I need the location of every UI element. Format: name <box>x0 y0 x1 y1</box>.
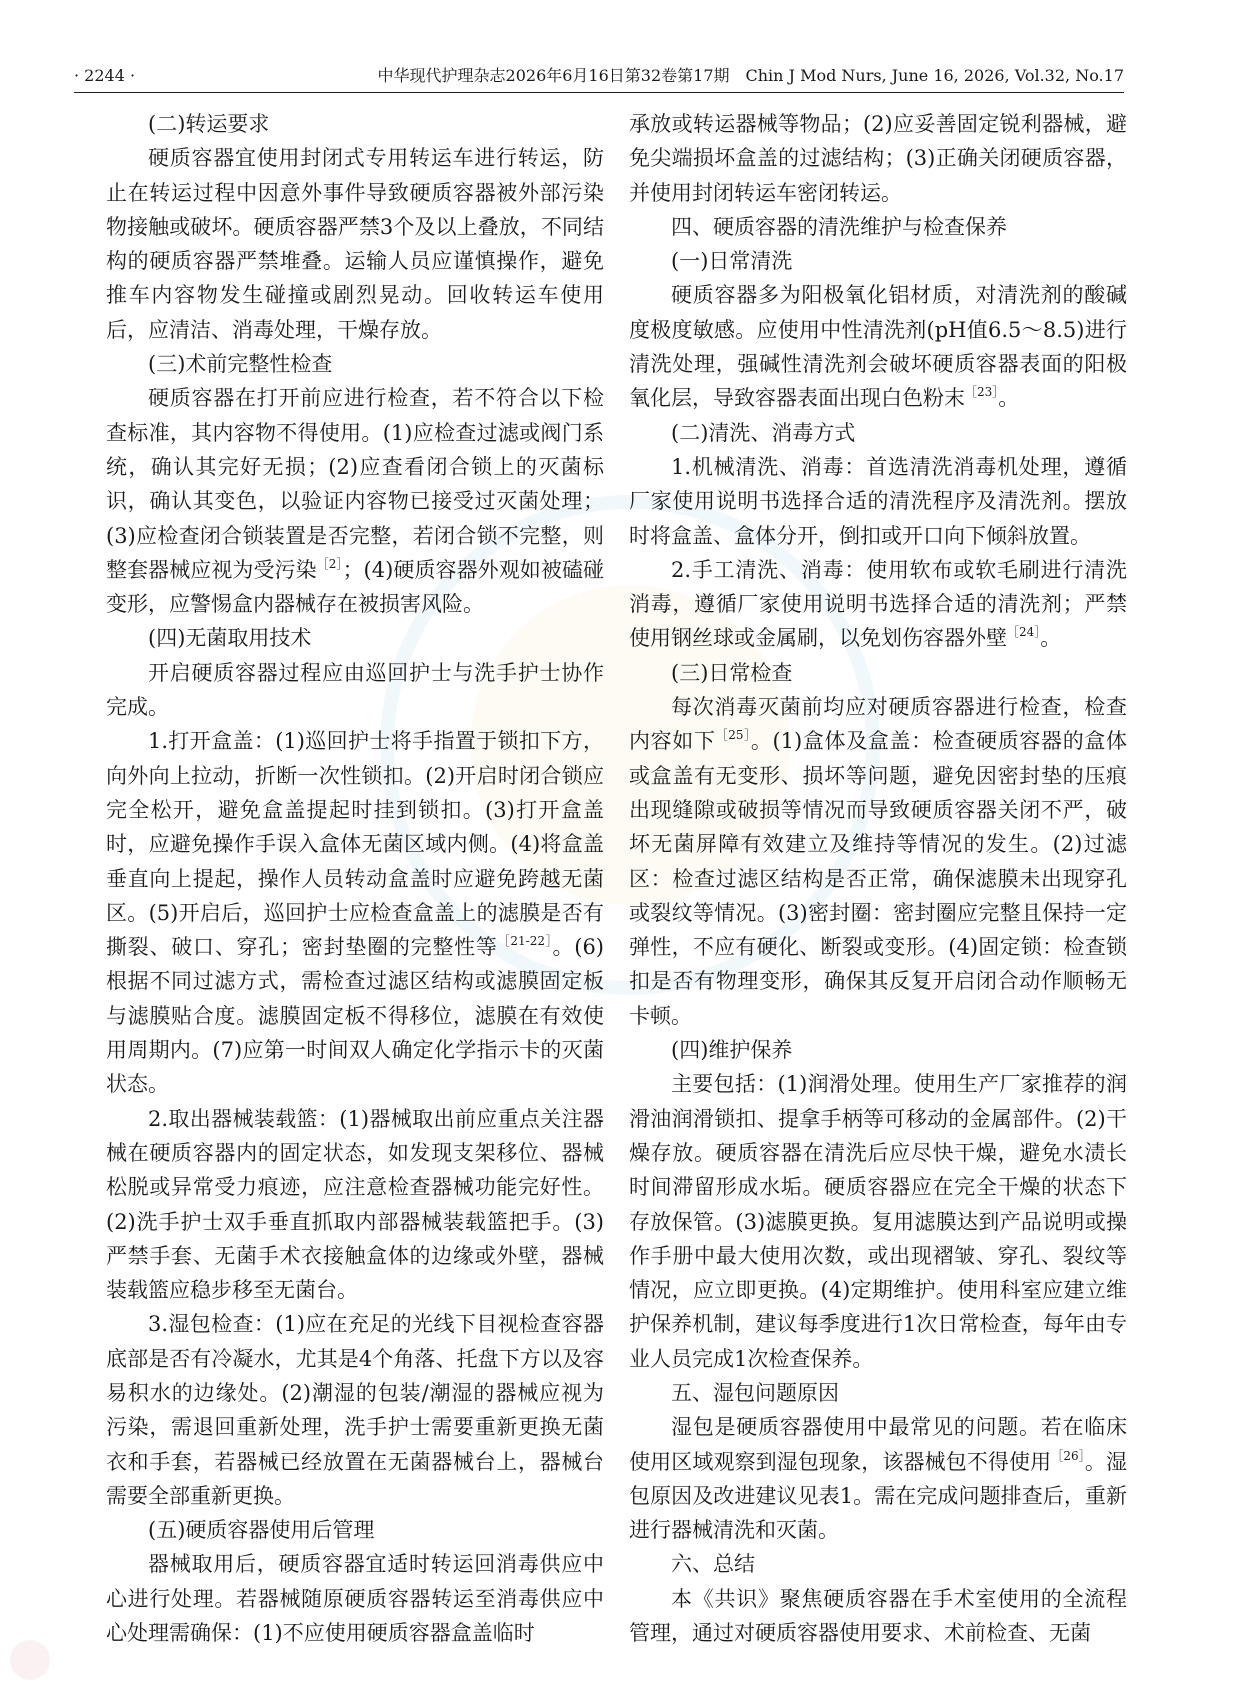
citation-ref: ［21-22］ <box>497 934 553 949</box>
citation-ref: ［24］ <box>1007 625 1041 640</box>
paragraph-text: 器械取用后，硬质容器宜适时转运回消毒供应中心进行处理。若器械随原硬质容器转运至消毒供应中心处理需确保：(1)不应使用硬质容器盒盖临时 <box>106 1552 604 1646</box>
section-heading <box>629 1033 1127 1067</box>
paragraph-text: 1.机械清洗、消毒：首选清洗消毒机处理，遵循厂家使用说明书选择合适的清洗程序及清洗剂。摆放时将盒盖、盒体分开，倒扣或开口向下倾斜放置。 <box>629 454 1127 548</box>
paragraph-text: 六、总结 <box>671 1552 755 1577</box>
paragraph-text: 四、硬质容器的清洗维护与检查保养 <box>671 214 1007 239</box>
paragraph-text: 承放或转运器械等物品；(2)应妥善固定锐利器械，避免尖端损坏盒盖的过滤结构；(3)正确关闭硬质容器，并使用封闭转运车密闭转运。 <box>629 112 1127 205</box>
citation-ref: ［2］ <box>316 556 343 571</box>
paragraph-text-continued: ；(4)硬质容器外观如被磕碰变形，应警惕盒内器械存在被损害风险。 <box>106 557 605 617</box>
citation-ref: ［26］ <box>1051 1448 1085 1463</box>
paragraph-text: 每次消毒灭菌前均应对硬质容器进行检查，检查内容如下 <box>629 695 1127 754</box>
paragraph <box>106 724 604 1101</box>
paragraph-text: 硬质容器多为阳极氧化铝材质，对清洗剂的酸碱度极度敏感。应使用中性清洗剂(pH值6.5～8.5)进行清洗处理，强碱性清洗剂会破坏硬质容器表面的阳极氧化层，导致容器表面出现白色粉末 <box>629 283 1127 411</box>
paragraph-text: (四)维护保养 <box>671 1038 793 1063</box>
paragraph-text: (二)清洗、消毒方式 <box>671 420 856 445</box>
section-heading <box>106 107 604 141</box>
paragraph-text-continued: 。 <box>998 386 1020 411</box>
paragraph-text: 硬质容器宜使用封闭式专用转运车进行转运，防止在转运过程中因意外事件导致硬质容器被外部污染物接触或破坏。硬质容器严禁3个及以上叠放，不同结构的硬质容器严禁堆叠。运输人员应谨慎操作，避免推车内容物发生碰撞或剧烈晃动。回收转运车使用后，应清洁、消毒处理，干燥存放。 <box>106 146 604 342</box>
paragraph-text: 主要包括：(1)润滑处理。使用生产厂家推荐的润滑油润滑锁扣、提拿手柄等可移动的金属部件。(2)干燥存放。硬质容器在清洗后应尽快干燥，避免水渍长时间滞留形成水垢。硬质容器应在完全干燥的状态下存放保管。(3)滤膜更换。复用滤膜达到产品说明或操作手册中最大使用次数，或出现褶皱、穿孔、裂纹等情况，应立即更换。(4)定期维护。使用科室应建立维护保养机制，建议每季度进行1次日常检查，每年由专业人员完成1次检查保养。 <box>629 1072 1127 1371</box>
paragraph <box>629 690 1127 1033</box>
journal-info: 中华现代护理杂志2026年6月16日第32卷第17期 Chin J Mod Nurs, June 16, 2026, Vol.32, No.17 <box>377 66 1124 85</box>
paragraph <box>106 381 604 621</box>
section-heading <box>629 656 1127 690</box>
right-column <box>629 107 1127 1650</box>
paragraph-text: 开启硬质容器过程应由巡回护士与洗手护士协作完成。 <box>106 660 604 720</box>
paragraph-text: (四)无菌取用技术 <box>148 626 312 651</box>
page-number: · 2244 · <box>74 66 136 85</box>
section-heading <box>106 621 604 655</box>
citation-ref: ［25］ <box>715 728 751 743</box>
section-heading <box>629 1547 1127 1581</box>
paragraph-text: 2.取出器械装载篮：(1)器械取出前应重点关注器械在硬质容器内的固定状态，如发现支架移位、器械松脱或异常受力痕迹，应注意检查器械功能完好性。(2)洗手护士双手垂直抓取内部器械装载篮把手。(3)严禁手套、无菌手术衣接触盒体的边缘或外壁，器械装载篮应稳步移至无菌台。 <box>106 1106 604 1303</box>
paragraph-text-continued: 。 <box>1040 626 1062 651</box>
paragraph <box>106 1102 604 1308</box>
paragraph-text-continued: 。(1)盒体及盒盖：检查硬质容器的盒体或盒盖有无变形、损坏等问题，避免因密封垫的压痕出现缝隙或破损等情况而导致硬质容器关闭不严，破坏无菌屏障有效建立及维持等情况的发生。(2)过滤区：检查过滤区结构是否正常，确保滤膜未出现穿孔或裂纹等情况。(3)密封圈：密封圈应完整且保持一定弹性，不应有硬化、断裂或变形。(4)固定锁：检查锁扣是否有物理变形，确保其反复开启闭合动作顺畅无卡顿。 <box>629 729 1128 1028</box>
corner-seal <box>10 1640 50 1680</box>
left-column <box>106 107 604 1650</box>
running-header <box>74 62 1124 93</box>
paragraph <box>629 553 1127 656</box>
paragraph <box>106 1547 604 1650</box>
paragraph-text: 硬质容器在打开前应进行检查，若不符合以下检查标准，其内容物不得使用。(1)应检查过滤或阀门系统，确认其完好无损；(2)应查看闭合锁上的灭菌标识，确认其变色，以验证内容物已接受过灭菌处理；(3)应检查闭合锁装置是否完整，若闭合锁不完整，则整套器械应视为受污染 <box>106 386 604 582</box>
section-heading <box>106 347 604 381</box>
paragraph-text: 本《共识》聚焦硬质容器在手术室使用的全流程管理，通过对硬质容器使用要求、术前检查、无菌 <box>629 1586 1127 1646</box>
paragraph-text-continued: 。(6)根据不同过滤方式，需检查过滤区结构或滤膜固定板与滤膜贴合度。滤膜固定板不得移位，滤膜在有效使用周期内。(7)应第一时间双人确定化学指示卡的灭菌状态。 <box>106 935 605 1097</box>
paragraph <box>629 107 1127 210</box>
paragraph-text: 湿包是硬质容器使用中最常见的问题。若在临床使用区域观察到湿包现象，该器械包不得使用 <box>629 1415 1127 1474</box>
paragraph-text: (二)转运要求 <box>148 112 270 136</box>
paragraph <box>629 1410 1127 1547</box>
section-heading <box>629 210 1127 244</box>
paragraph <box>106 141 604 347</box>
paragraph <box>629 1067 1127 1376</box>
paragraph-text: 2.手工清洗、消毒：使用软布或软毛刷进行清洗消毒，遵循厂家使用说明书选择合适的清洗剂；严禁使用钢丝球或金属刷，以免划伤容器外壁 <box>629 557 1127 651</box>
paragraph-text: (一)日常清洗 <box>671 249 793 274</box>
paragraph <box>629 1582 1127 1651</box>
paragraph-text-continued: 。湿包原因及改进建议见表1。需在完成问题排查后，重新进行器械清洗和灭菌。 <box>629 1449 1128 1543</box>
paragraph <box>106 1307 604 1513</box>
paragraph-text: (三)术前完整性检查 <box>148 352 333 377</box>
paragraph <box>629 450 1127 553</box>
paragraph-text: (三)日常检查 <box>671 660 793 685</box>
paragraph <box>106 656 604 725</box>
paragraph-text: 1.打开盒盖：(1)巡回护士将手指置于锁扣下方，向外向上拉动，折断一次性锁扣。(2)开启时闭合锁应完全松开，避免盒盖提起时挂到锁扣。(3)打开盒盖时，应避免操作手误入盒体无菌区域内侧。(4)将盒盖垂直向上提起，操作人员转动盒盖时应避免跨越无菌区。(5)开启后，巡回护士应检查盒盖上的滤膜是否有撕裂、破口、穿孔；密封垫圈的完整性等 <box>106 729 604 960</box>
section-heading <box>629 1376 1127 1410</box>
section-heading <box>629 244 1127 278</box>
section-heading <box>106 1513 604 1547</box>
paragraph-text: (五)硬质容器使用后管理 <box>148 1518 375 1543</box>
paragraph-text: 3.湿包检查：(1)应在充足的光线下目视检查容器底部是否有冷凝水，尤其是4个角落、托盘下方以及容易积水的边缘处。(2)潮湿的包装/潮湿的器械应视为污染，需退回重新处理，洗手护士需要重新更换无菌衣和手套，若器械已经放置在无菌器械台上，器械台需要全部重新更换。 <box>106 1312 604 1508</box>
citation-ref: ［23］ <box>965 385 999 400</box>
paragraph <box>629 278 1127 415</box>
section-heading <box>629 416 1127 450</box>
paragraph-text: 五、湿包问题原因 <box>671 1380 839 1405</box>
